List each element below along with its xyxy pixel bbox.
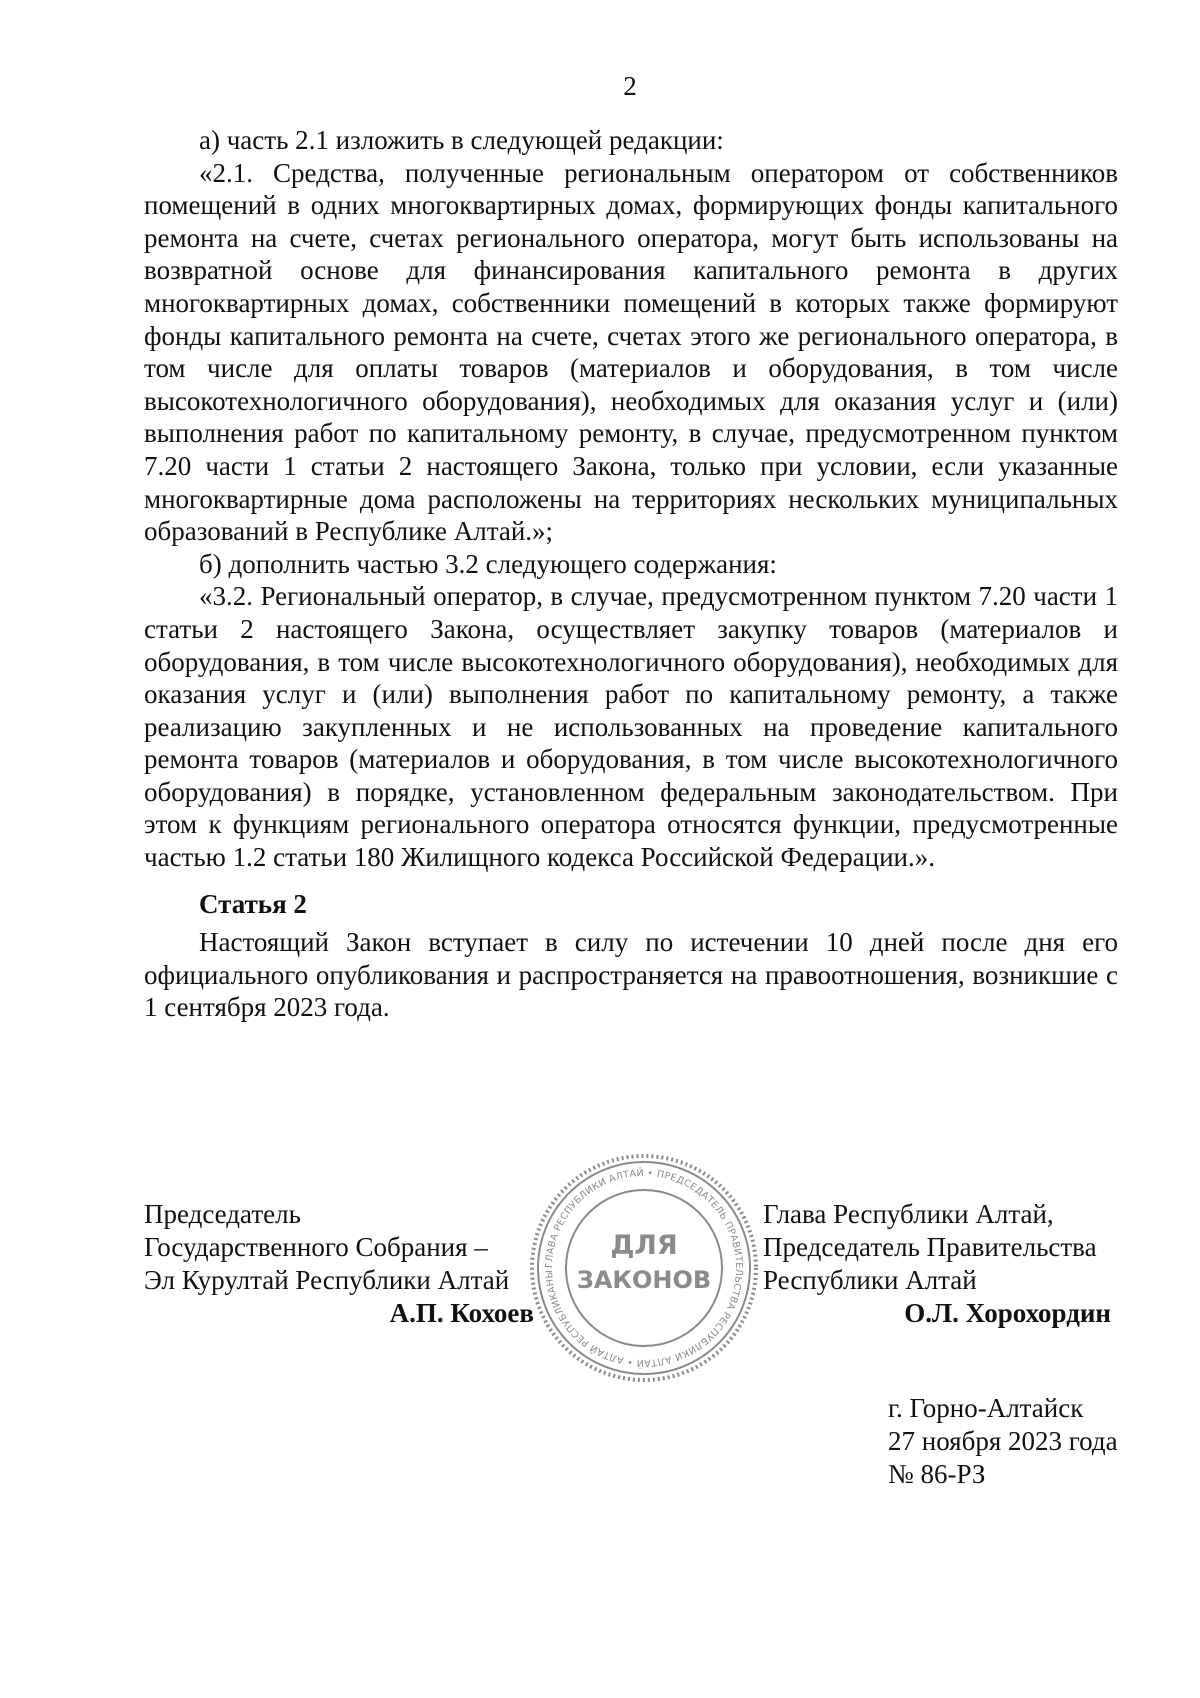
signature-left-name: А.П. Кохоев [389, 1298, 534, 1328]
official-seal-stamp [528, 1152, 760, 1384]
article-2-text: Настоящий Закон вступает в силу по истечении 10 дней после дня его официального опубликования и распространяется на правоотношения, возникшие с 1 сентября 2023 года. [144, 927, 1118, 1023]
signature-block-left [144, 1198, 534, 1330]
place-date-block [888, 1392, 1168, 1491]
law-number: № 86-РЗ [888, 1459, 986, 1489]
signature-left-title-2: Государственного Собрания – [144, 1232, 488, 1262]
seal-center-text-1: ДЛЯ [610, 1230, 678, 1261]
article-2-heading: Статья 2 [199, 888, 307, 919]
signature-right-title-1: Глава Республики Алтай, [763, 1199, 1054, 1229]
paragraph-2-1: «2.1. Средства, полученные региональным оператором от собственников помещений в одних многоквартирных домах, формирующих фонды капитального ремонта на счете, счетах регионального оператора, могут быть использованы на возвратной основе для финансирования капитального ремонта в других многоквартирных домах, собственники помещений в которых также формируют фонды капитального ремонта на счете, счетах этого же регионального оператора, в том числе для оплаты товаров (материалов и оборудования, в том числе высокотехнологичного оборудования), необходимых для оказания услуг и (или) выполнения работ по капитальному ремонту, в случае, предусмотренном пунктом 7.20 части 1 статьи 2 настоящего Закона, только при условии, если указанные многоквартирные дома расположены на территориях нескольких муниципальных образований в Республике Алтай.»; [144, 157, 1118, 547]
signature-block-right [763, 1198, 1133, 1330]
signature-right-name: О.Л. Хорохордин [904, 1298, 1111, 1328]
seal-graphic [528, 1152, 760, 1384]
seal-center-text-2: ЗАКОНОВ [576, 1266, 712, 1294]
paragraph-a: а) часть 2.1 изложить в следующей редакции: [199, 125, 724, 155]
seal-ring-text: ГЛАВА РЕСПУБЛИКИ АЛТАЙ • ПРЕДСЕДАТЕЛЬ ПРАВИТЕЛЬСТВА РЕСПУБЛИКИ АЛТАЙ • АЛТАЙ РЕСПУБЛИКАНЫ [543, 1167, 745, 1369]
paragraph-b: б) дополнить частью 3.2 следующего содержания: [199, 548, 777, 579]
paragraph-3-2: «3.2. Региональный оператор, в случае, предусмотренном пунктом 7.20 части 1 статьи 2 настоящего Закона, осуществляет закупку товаров (материалов и оборудования, в том числе высокотехнологичного оборудования), необходимых для оказания услуг и (или) выполнения работ по капитальному ремонту, а также реализацию закупленных и не использованных на проведение капитального ремонта товаров (материалов и оборудования, в том числе высокотехнологичного оборудования) в порядке, установленном федеральным законодательством. При этом к функциям регионального оператора относятся функции, предусмотренные частью 1.2 статьи 180 Жилищного кодекса Российской Федерации.». [144, 581, 1118, 873]
signature-left-title-3: Эл Курултай Республики Алтай [144, 1265, 510, 1295]
signature-right-title-3: Республики Алтай [763, 1265, 977, 1295]
page-number: 2 [623, 71, 637, 101]
date: 27 ноября 2023 года [888, 1426, 1118, 1456]
signature-right-title-2: Председатель Правительства [763, 1232, 1097, 1262]
document-body [144, 124, 1118, 1024]
signature-left-title-1: Председатель [144, 1199, 301, 1229]
city: г. Горно-Алтайск [888, 1393, 1084, 1423]
